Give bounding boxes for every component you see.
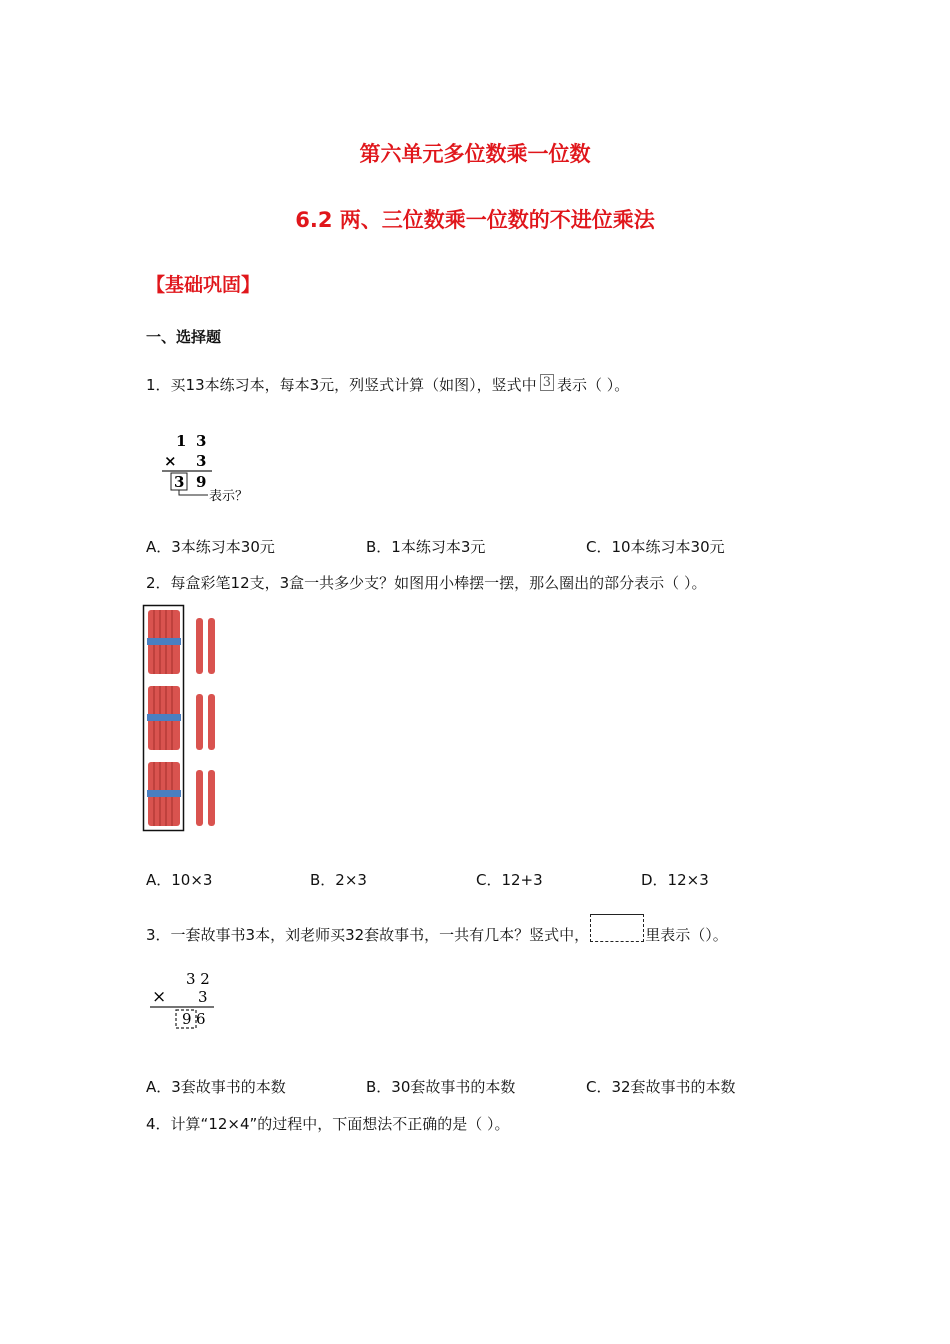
bundle-group bbox=[147, 610, 181, 826]
fig3-result-digit-2: 6 bbox=[196, 1010, 206, 1028]
fig1-top-digit-2: 3 bbox=[196, 432, 207, 450]
section-label: 【基础巩固】 bbox=[146, 274, 261, 296]
bundle-of-ten-3 bbox=[147, 762, 181, 826]
loose-stick bbox=[208, 618, 215, 674]
fig1-note: 表示？ bbox=[209, 489, 249, 504]
loose-stick bbox=[196, 618, 203, 674]
question-3-option-c[interactable]: C．32套故事书的本数 bbox=[586, 1078, 736, 1096]
loose-stick bbox=[208, 694, 215, 750]
question-4-text: 4．计算“12×4”的过程中，下面想法不正确的是（ ）。 bbox=[146, 1115, 510, 1133]
question-1-text-before: 1．买13本练习本，每本3元，列竖式计算（如图），竖式中 bbox=[146, 376, 537, 394]
vertical-multiplication-3 bbox=[146, 966, 236, 1036]
bundle-of-ten-1 bbox=[147, 610, 181, 674]
fig3-result-digit-1: 9 bbox=[182, 1010, 192, 1028]
fig3-multiplier: 3 bbox=[198, 988, 208, 1006]
question-1-boxed-digit: 3 bbox=[540, 374, 554, 391]
fig1-result-digit-2: 9 bbox=[196, 473, 207, 491]
vertical-multiplication-1 bbox=[158, 428, 268, 508]
question-2-option-d[interactable]: D．12×3 bbox=[641, 871, 709, 889]
question-1-option-b[interactable]: B．1本练习本3元 bbox=[366, 538, 486, 556]
question-2-figure bbox=[142, 604, 232, 838]
bundle-of-ten-2 bbox=[147, 686, 181, 750]
question-3 bbox=[146, 914, 728, 945]
question-2-option-b[interactable]: B．2×3 bbox=[310, 871, 367, 889]
fig1-times-sign: × bbox=[164, 452, 177, 470]
loose-stick bbox=[208, 770, 215, 826]
loose-stick bbox=[196, 694, 203, 750]
question-3-figure bbox=[146, 966, 236, 1040]
question-3-option-a[interactable]: A．3套故事书的本数 bbox=[146, 1078, 286, 1096]
part-label: 一、选择题 bbox=[146, 328, 222, 346]
loose-stick bbox=[196, 770, 203, 826]
question-1-option-c[interactable]: C．10本练习本30元 bbox=[586, 538, 725, 556]
question-3-text-after: 里表示（）。 bbox=[645, 926, 728, 944]
question-3-option-b[interactable]: B．30套故事书的本数 bbox=[366, 1078, 516, 1096]
fig1-top-digit-1: 1 bbox=[176, 432, 187, 450]
unit-title: 第六单元多位数乘一位数 bbox=[359, 142, 591, 166]
question-1-option-a[interactable]: A．3本练习本30元 bbox=[146, 538, 275, 556]
question-3-text-before: 3．一套故事书3本，刘老师买32套故事书，一共有几本？竖式中， bbox=[146, 926, 590, 944]
question-2-option-a[interactable]: A．10×3 bbox=[146, 871, 213, 889]
question-1 bbox=[146, 374, 629, 395]
fig3-top-number: 3 2 bbox=[186, 970, 210, 988]
question-1-figure bbox=[158, 428, 268, 512]
fig3-times-sign: × bbox=[152, 987, 167, 1007]
lesson-title: 6.2 两、三位数乘一位数的不进位乘法 bbox=[295, 208, 655, 232]
question-1-text-after: 表示（ ）。 bbox=[556, 376, 630, 394]
fig1-multiplier: 3 bbox=[196, 452, 207, 470]
question-2-option-c[interactable]: C．12+3 bbox=[476, 871, 543, 889]
question-3-dashed-box bbox=[590, 914, 644, 942]
question-2-text: 2．每盒彩笔12支，3盒一共多少支？如图用小棒摆一摆，那么圈出的部分表示（ ）。 bbox=[146, 574, 707, 592]
loose-sticks bbox=[196, 618, 215, 826]
fig1-result-digit-1: 3 bbox=[174, 473, 185, 491]
sticks-diagram bbox=[142, 604, 232, 834]
